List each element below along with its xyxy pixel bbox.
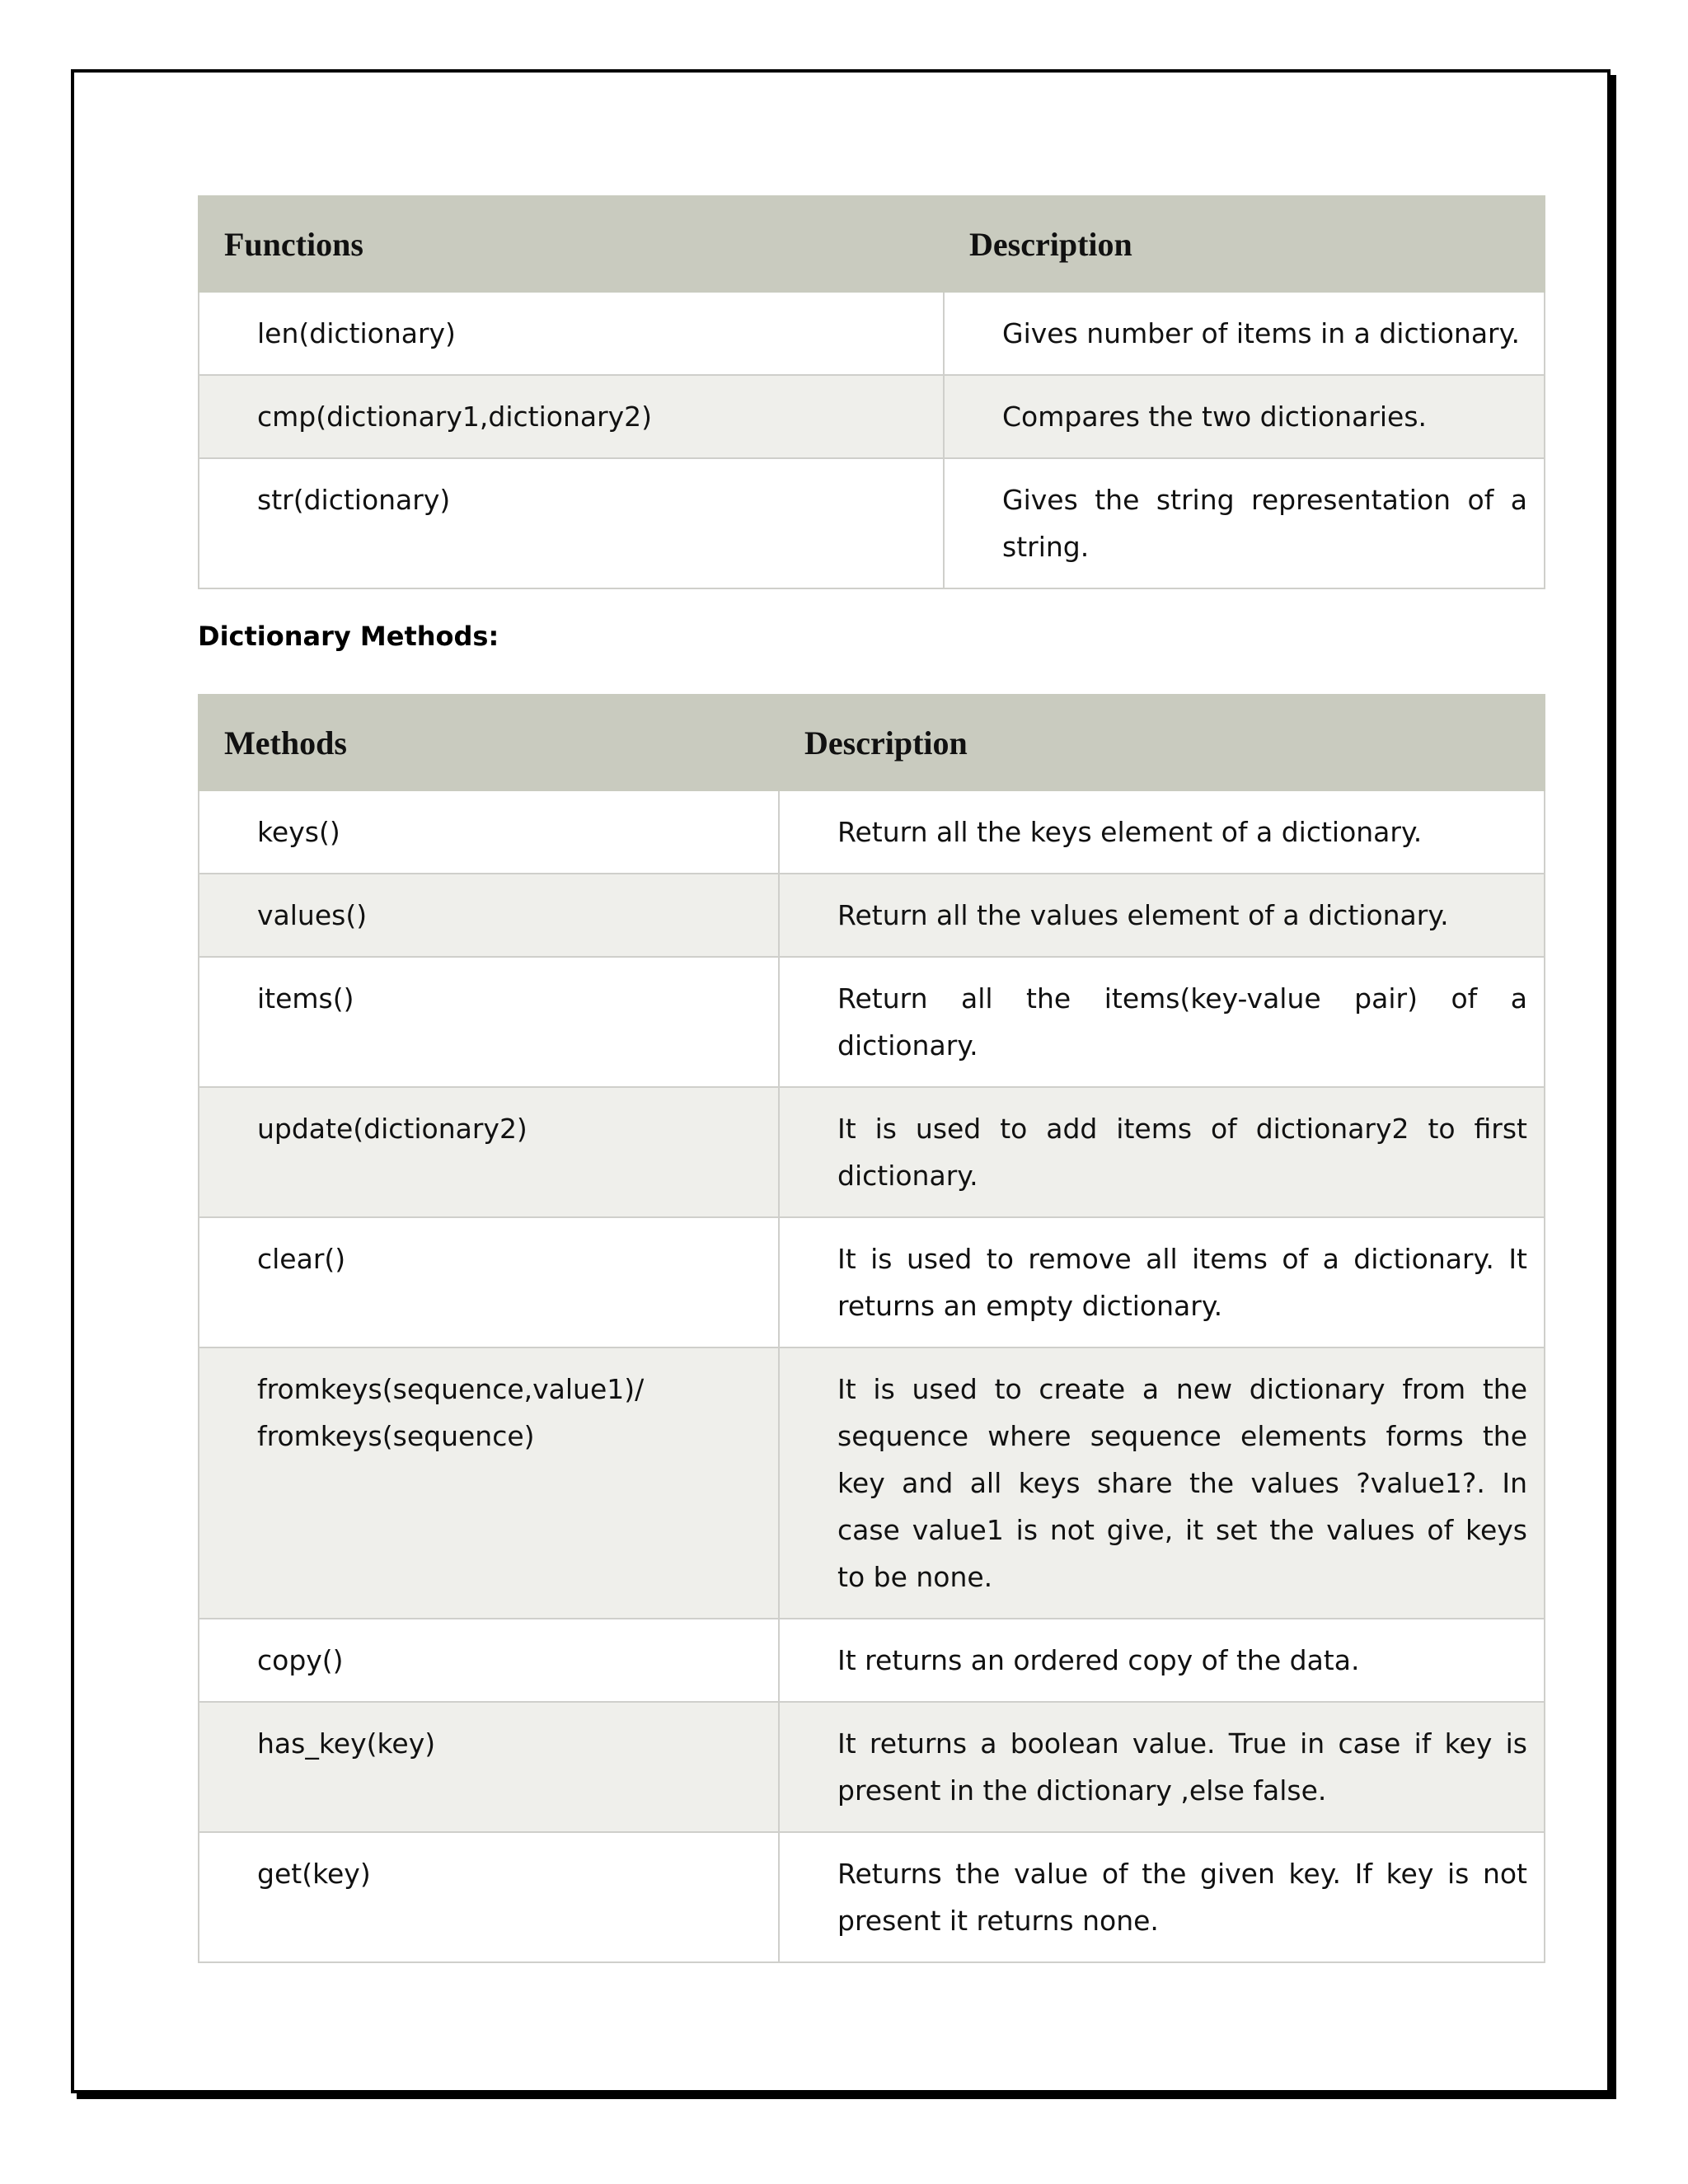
table-row [199,790,1545,874]
description-column-header: Description [779,695,1545,790]
table-row [199,1217,1545,1347]
table-row [199,1702,1545,1832]
method-name-cell: fromkeys(sequence,value1)/ fromkeys(sequence) [199,1347,779,1619]
functions-table [198,195,1545,589]
method-name-cell: update(dictionary2) [199,1087,779,1217]
method-name-cell: copy() [199,1619,779,1702]
method-name-cell: keys() [199,790,779,874]
method-description-cell: It is used to add items of dictionary2 to first dictionary. [779,1087,1545,1217]
table-row [199,874,1545,957]
table-row [199,1087,1545,1217]
method-description-cell: It returns a boolean value. True in case if key is present in the dictionary ,else false. [779,1702,1545,1832]
methods-table-container [198,694,1544,1963]
function-name-cell: cmp(dictionary1,dictionary2) [199,375,944,458]
functions-column-header: Functions [199,196,944,292]
method-description-cell: Return all the items(key-value pair) of a dictionary. [779,957,1545,1087]
method-description-cell: Return all the values element of a dictionary. [779,874,1545,957]
function-description-cell: Compares the two dictionaries. [944,375,1545,458]
section-heading: Dictionary Methods: [198,621,499,652]
table-row [199,458,1545,588]
function-name-cell: len(dictionary) [199,292,944,375]
table-row [199,1832,1545,1962]
method-name-cell: clear() [199,1217,779,1347]
method-description-cell: Return all the keys element of a dictionary. [779,790,1545,874]
method-name-cell: items() [199,957,779,1087]
function-name-cell: str(dictionary) [199,458,944,588]
method-name-cell: get(key) [199,1832,779,1962]
table-row [199,292,1545,375]
method-name-cell: values() [199,874,779,957]
functions-table-container [198,195,1544,589]
methods-column-header: Methods [199,695,779,790]
description-column-header: Description [944,196,1545,292]
table-row [199,957,1545,1087]
method-name-cell: has_key(key) [199,1702,779,1832]
table-row [199,1619,1545,1702]
method-description-cell: It is used to create a new dictionary from the sequence where sequence elements forms the key and all keys share the values ?value1?. In case value1 is not give, it set the values of keys to be none. [779,1347,1545,1619]
methods-table [198,694,1545,1963]
table-row [199,375,1545,458]
method-description-cell: Returns the value of the given key. If key is not present it returns none. [779,1832,1545,1962]
table-row [199,1347,1545,1619]
function-description-cell: Gives the string representation of a string. [944,458,1545,588]
functions-table-header [199,196,1545,292]
function-description-cell: Gives number of items in a dictionary. [944,292,1545,375]
method-description-cell: It returns an ordered copy of the data. [779,1619,1545,1702]
method-description-cell: It is used to remove all items of a dictionary. It returns an empty dictionary. [779,1217,1545,1347]
methods-table-header [199,695,1545,790]
